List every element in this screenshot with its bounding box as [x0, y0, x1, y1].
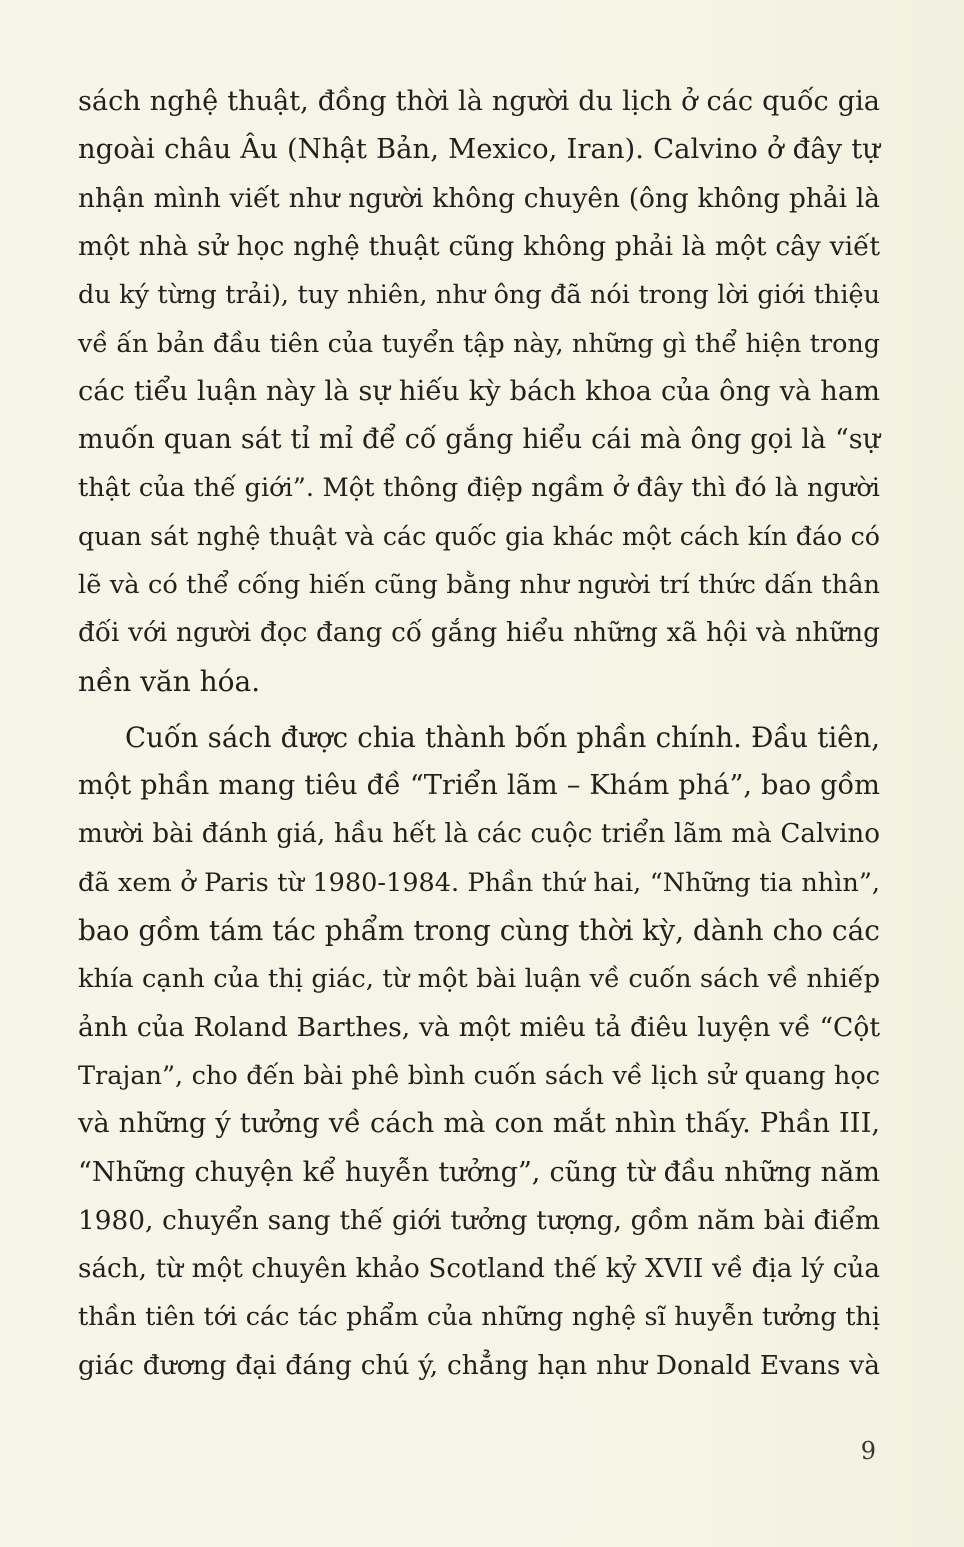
- text-line: sách, từ một chuyên khảo Scotland thế kỷ XVII về địa lý của: [78, 1254, 880, 1285]
- text-line: giác đương đại đáng chú ý, chẳng hạn như Donald Evans và: [78, 1349, 880, 1381]
- text-line: 1980, chuyển sang thế giới tưởng tượng, gồm năm bài điểm: [78, 1205, 880, 1236]
- text-line: nền văn hóa.: [78, 664, 261, 698]
- text-line: thật của thế giới”. Một thông điệp ngầm ở đây thì đó là người: [78, 473, 880, 504]
- text-line: sách nghệ thuật, đồng thời là người du lịch ở các quốc gia: [78, 86, 880, 117]
- text-line: các tiểu luận này là sự hiếu kỳ bách khoa của ông và ham: [78, 375, 880, 407]
- paragraph-gap: [78, 706, 880, 714]
- text-line: Trajan”, cho đến bài phê bình cuốn sách về lịch sử quang học: [78, 1060, 880, 1091]
- text-line: về ấn bản đầu tiên của tuyển tập này, những gì thể hiện trong: [78, 328, 880, 359]
- text-line: muốn quan sát tỉ mỉ để cố gắng hiểu cái mà ông gọi là “sự: [78, 424, 880, 456]
- text-line: “Những chuyện kể huyễn tưởng”, cũng từ đầu những năm: [78, 1156, 880, 1188]
- text-line: du ký từng trải), tuy nhiên, như ông đã nói trong lời giới thiệu: [78, 280, 880, 311]
- text-line: thần tiên tới các tác phẩm của những nghệ sĩ huyễn tưởng thị: [78, 1302, 880, 1333]
- text-line: đã xem ở Paris từ 1980-1984. Phần thứ hai, “Những tia nhìn”,: [78, 867, 880, 898]
- text-line: ảnh của Roland Barthes, và một miêu tả điêu luyện về “Cột: [78, 1011, 880, 1043]
- text-line: mười bài đánh giá, hầu hết là các cuộc triển lãm mà Calvino: [78, 819, 880, 850]
- body-text: [78, 78, 880, 1390]
- text-line: một nhà sử học nghệ thuật cũng không phải là một cây viết: [78, 230, 880, 262]
- text-line: đối với người đọc đang cố gắng hiểu những xã hội và những: [78, 618, 880, 649]
- text-line: quan sát nghệ thuật và các quốc gia khác một cách kín đáo có: [78, 521, 880, 551]
- text-line: ngoài châu Âu (Nhật Bản, Mexico, Iran). Calvino ở đây tự: [78, 134, 880, 166]
- text-line: khía cạnh của thị giác, từ một bài luận về cuốn sách về nhiếp: [78, 964, 880, 995]
- paragraph-1: [78, 78, 880, 706]
- paragraph-2: [78, 714, 880, 1390]
- text-line: bao gồm tám tác phẩm trong cùng thời kỳ, dành cho các: [78, 914, 880, 948]
- text-line: một phần mang tiêu đề “Triển lãm – Khám phá”, bao gồm: [78, 770, 880, 802]
- page-number: 9: [860, 1437, 876, 1465]
- text-line: nhận mình viết như người không chuyên (ông không phải là: [78, 183, 880, 214]
- text-line: và những ý tưởng về cách mà con mắt nhìn thấy. Phần III,: [78, 1108, 880, 1140]
- text-line: lẽ và có thể cống hiến cũng bằng như người trí thức dấn thân: [78, 569, 880, 600]
- text-line: Cuốn sách được chia thành bốn phần chính. Đầu tiên,: [125, 720, 880, 754]
